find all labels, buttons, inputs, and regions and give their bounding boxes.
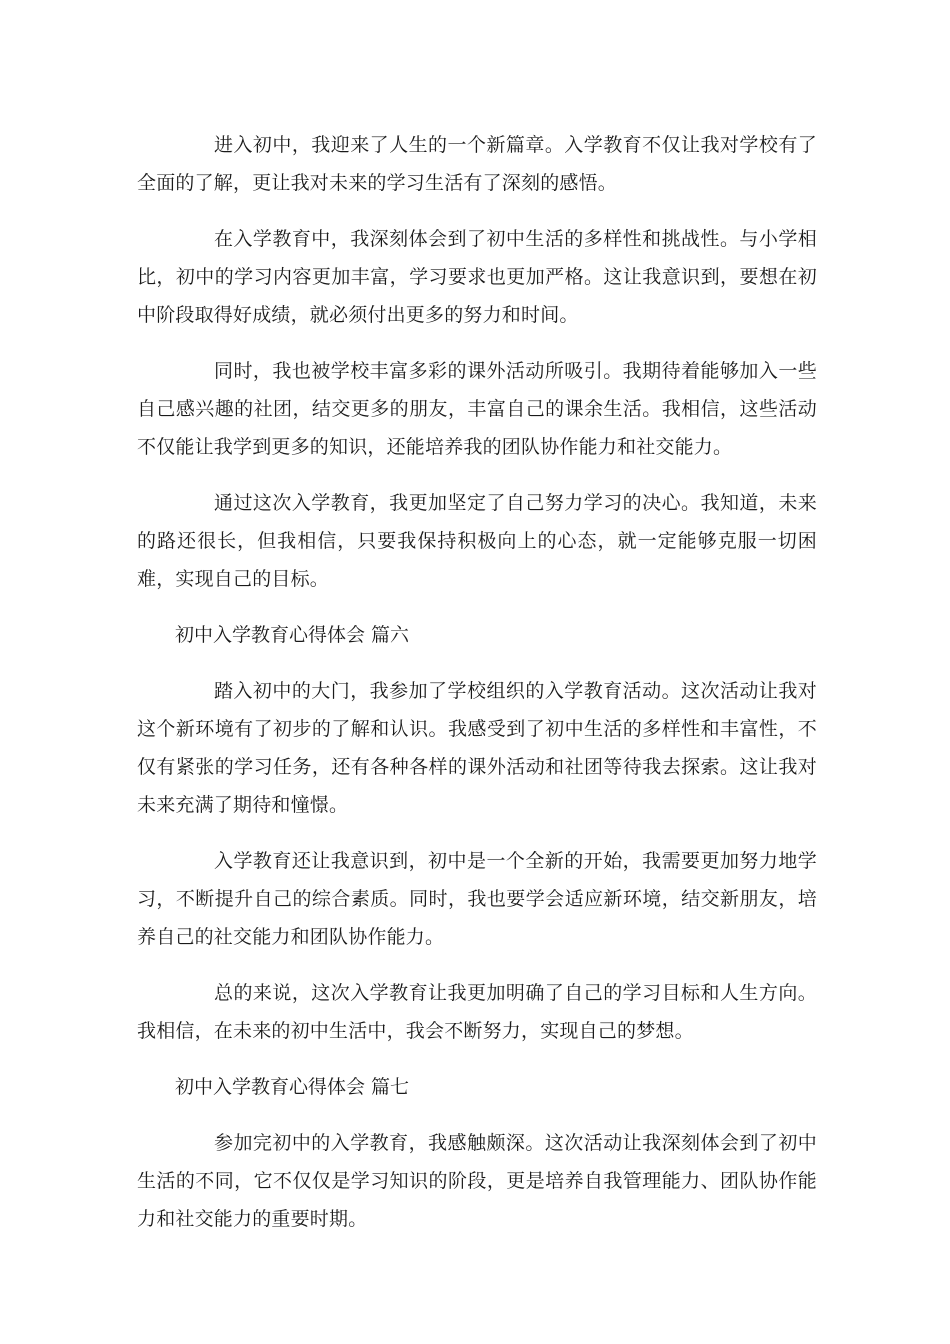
paragraph: 踏入初中的大门，我参加了学校组织的入学教育活动。这次活动让我对这个新环境有了初步的了解和认识。我感受到了初中生活的多样性和丰富性，不仅有紧张的学习任务，还有各种各样的课外活动和社团等待我去探索。这让我对未来充满了期待和憧憬。: [137, 680, 817, 816]
paragraph: 入学教育还让我意识到，初中是一个全新的开始，我需要更加努力地学习，不断提升自己的综合素质。同时，我也要学会适应新环境，结交新朋友，培养自己的社交能力和团队协作能力。: [137, 850, 817, 948]
paragraph: 参加完初中的入学教育，我感触颇深。这次活动让我深刻体会到了初中生活的不同，它不仅仅是学习知识的阶段，更是培养自我管理能力、团队协作能力和社交能力的重要时期。: [137, 1132, 817, 1230]
paragraph: 在入学教育中，我深刻体会到了初中生活的多样性和挑战性。与小学相比，初中的学习内容更加丰富，学习要求也更加严格。这让我意识到，要想在初中阶段取得好成绩，就必须付出更多的努力和时间。: [137, 228, 817, 326]
section-heading: 初中入学教育心得体会 篇六: [175, 624, 410, 646]
paragraph: 同时，我也被学校丰富多彩的课外活动所吸引。我期待着能够加入一些自己感兴趣的社团，结交更多的朋友，丰富自己的课余生活。我相信，这些活动不仅能让我学到更多的知识，还能培养我的团队协作能力和社交能力。: [137, 360, 817, 458]
section-heading: 初中入学教育心得体会 篇七: [175, 1076, 410, 1098]
paragraph: 通过这次入学教育，我更加坚定了自己努力学习的决心。我知道，未来的路还很长，但我相信，只要我保持积极向上的心态，就一定能够克服一切困难，实现自己的目标。: [137, 492, 817, 590]
document-body: [137, 126, 817, 1256]
paragraph: 总的来说，这次入学教育让我更加明确了自己的学习目标和人生方向。我相信，在未来的初中生活中，我会不断努力，实现自己的梦想。: [137, 982, 817, 1042]
paragraph: 进入初中，我迎来了人生的一个新篇章。入学教育不仅让我对学校有了全面的了解，更让我对未来的学习生活有了深刻的感悟。: [137, 134, 817, 194]
